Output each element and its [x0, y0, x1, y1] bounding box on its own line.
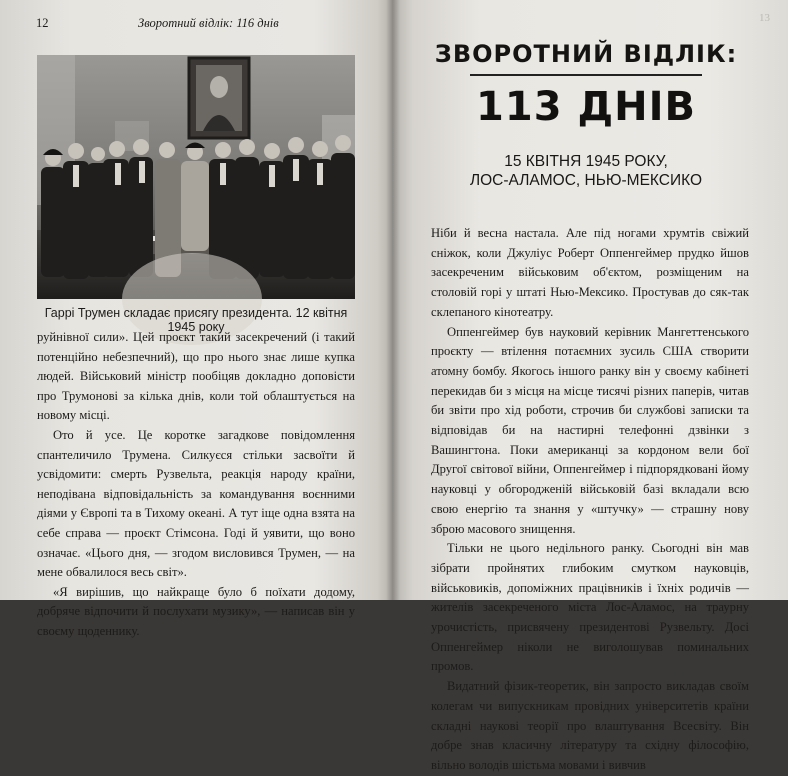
page-number: 12	[36, 16, 49, 30]
paragraph: Тільки не цього недільного ранку. Сьогодні він мав зібрати пройнятих глибоким смутком науковців, військовиків, допоміжних працівників і їхніх родичів — жителів засекреченого міста Лос-Аламос, на траурну урочистість, присвячену президентові Рузвельту. Досі Оппенгеймер ніколи не виголошував поминальних промов.	[431, 541, 749, 674]
right-body-text	[431, 224, 749, 776]
paragraph: руйнівної сили». Цей проєкт такий засекречений (і такий потенційно небезпечний), що про нього знає лише купка людей. Військовий міністр пообіцяв докладно доповісти про Трумонові за кілька днів, коли той облаштується на новому місці.	[37, 330, 355, 423]
chapter-place: ЛОС-АЛАМОС, НЬЮ-МЕКСИКО	[469, 171, 703, 189]
chapter-kicker: ЗВОРОТНИЙ ВІДЛІК:	[434, 40, 738, 68]
paragraph: Ніби й весна настала. Але під ногами хрумтів свіжий сніжок, коли Джуліус Роберт Оппенгеймер прудко йшов засекреченим військовим об'єктом, розміщеним на столовій горі у штаті Нью-Мексико. Простував до сяк-так склепаного кінотеатру.	[431, 226, 749, 319]
historical-photo	[37, 55, 355, 299]
left-body-text	[37, 328, 355, 642]
photo-illustration	[37, 55, 355, 299]
chapter-date: 15 КВІТНЯ 1945 РОКУ,	[504, 152, 668, 170]
paragraph: «Я вирішив, що найкраще було б поїхати додому, добряче відпочити й послухати музику», — написав він у своєму щоденнику.	[37, 584, 355, 638]
right-page	[393, 0, 788, 772]
photo-caption: Гаррі Трумен складає присягу президента. 12 квітня 1945 року	[44, 306, 348, 334]
paragraph: Ото й усе. Це коротке загадкове повідомлення спантеличило Трумена. Силкуєся стільки засвоїти й усвідомити: смерть Рузвельта, реакція народу країни, неподівана відповідальність за командування воєнними діями у Європі та в Тихому океані. А тут іще одна взята на себе справа — проєкт Стімсона. Годі й уявити, що воно означає. «Цього дня, — згодом висловився Трумен, — на мене обвалилося весь світ».	[37, 427, 355, 580]
chapter-title: 113 ДНІВ	[476, 83, 696, 130]
chapter-heading	[427, 40, 745, 190]
running-head-title: Зворотний відлік: 116 днів	[138, 16, 279, 30]
book-gutter	[386, 0, 400, 600]
running-head	[36, 16, 357, 34]
paragraph: Видатний фізик-теоретик, він запросто викладав своїм колегам чи випускникам провідних університетів країни складні наукові теорії про влаштування Всесвіту. Він добре знав класичну літературу та східну філософію, вільно володів шістьма мовами і вивчив	[431, 679, 749, 772]
paragraph: Оппенгеймер був науковий керівник Мангеттенського проєкту — втілення потаємних зусиль США створити атомну бомбу. Якогось іншого ранку він у своєму кабінеті перекидав би з місця на місце тисячі різних паперів, читав би звіти про хід роботи, строчив би службові записки та відповідав би на настирні телефонні дзвінки з Вашингтона. Поки американці за кордоном вели бої Другої світової війни, Оппенгеймер і підпорядковані йому науковці у обгородженій військовій базі вкладали всю свою енергію та знання у «штучку» — страшну нову зброю масового знищення.	[431, 324, 749, 536]
left-page	[0, 0, 393, 638]
page-number: 13	[759, 12, 770, 24]
chapter-divider	[470, 74, 702, 76]
